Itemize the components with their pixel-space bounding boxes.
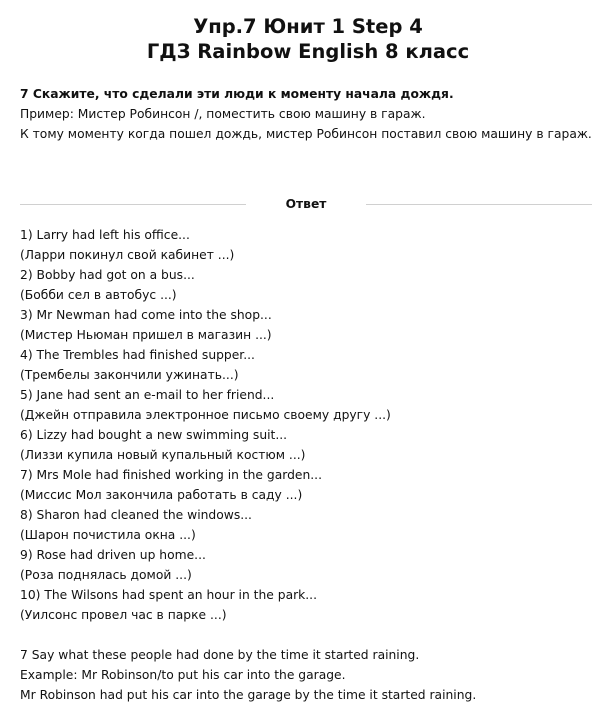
answer-5-ru: (Джейн отправила электронное письмо своему другу ...) <box>20 408 391 422</box>
answer-3-en: 3) Mr Newman had come into the shop... <box>20 308 272 322</box>
answer-4-en: 4) The Trembles had finished supper... <box>20 348 255 362</box>
answer-2-en: 2) Bobby had got on a bus... <box>20 268 195 282</box>
english-task-example-answer: Mr Robinson had put his car into the garage by the time it started raining. <box>20 688 477 702</box>
answer-10-ru: (Уилсонс провел час в парке ...) <box>20 608 227 622</box>
answer-9-ru: (Роза поднялась домой ...) <box>20 568 192 582</box>
answer-divider <box>20 194 592 214</box>
english-task-heading: 7 Say what these people had done by the time it started raining. <box>20 648 420 662</box>
answer-5-en: 5) Jane had sent an e-mail to her friend... <box>20 388 275 402</box>
answer-8-ru: (Шарон почистила окна ...) <box>20 528 196 542</box>
page-title <box>0 14 616 64</box>
answer-6-ru: (Лиззи купила новый купальный костюм ...) <box>20 448 306 462</box>
answer-6-en: 6) Lizzy had bought a new swimming suit... <box>20 428 288 442</box>
answer-1-ru: (Ларри покинул свой кабинет ...) <box>20 248 235 262</box>
task-example: Пример: Мистер Робинсон /, поместить свою машину в гараж. <box>20 107 426 121</box>
answer-4-ru: (Трембелы закончили ужинать...) <box>20 368 239 382</box>
task-heading: 7 Скажите, что сделали эти люди к моменту начала дождя. <box>20 87 454 101</box>
answer-2-ru: (Бобби сел в автобус ...) <box>20 288 177 302</box>
english-task-block <box>20 645 600 705</box>
answer-list <box>20 225 600 625</box>
answer-3-ru: (Мистер Ньюман пришел в магазин ...) <box>20 328 272 342</box>
answer-7-ru: (Миссис Мол закончила работать в саду ...) <box>20 488 303 502</box>
page-title-line-1: Упр.7 Юнит 1 Step 4 <box>193 15 423 38</box>
task-block <box>20 84 592 144</box>
task-example-answer: К тому моменту когда пошел дождь, мистер Робинсон поставил свою машину в гараж. <box>20 127 592 141</box>
answer-10-en: 10) The Wilsons had spent an hour in the park... <box>20 588 318 602</box>
answer-heading: Ответ <box>285 197 327 211</box>
page-title-line-2: ГДЗ Rainbow English 8 класс <box>146 40 470 63</box>
answer-7-en: 7) Mrs Mole had finished working in the garden... <box>20 468 322 482</box>
answer-1-en: 1) Larry had left his office... <box>20 228 190 242</box>
english-task-example: Example: Mr Robinson/to put his car into the garage. <box>20 668 346 682</box>
divider-rule-right <box>366 204 592 205</box>
answer-9-en: 9) Rose had driven up home... <box>20 548 206 562</box>
answer-8-en: 8) Sharon had cleaned the windows... <box>20 508 252 522</box>
